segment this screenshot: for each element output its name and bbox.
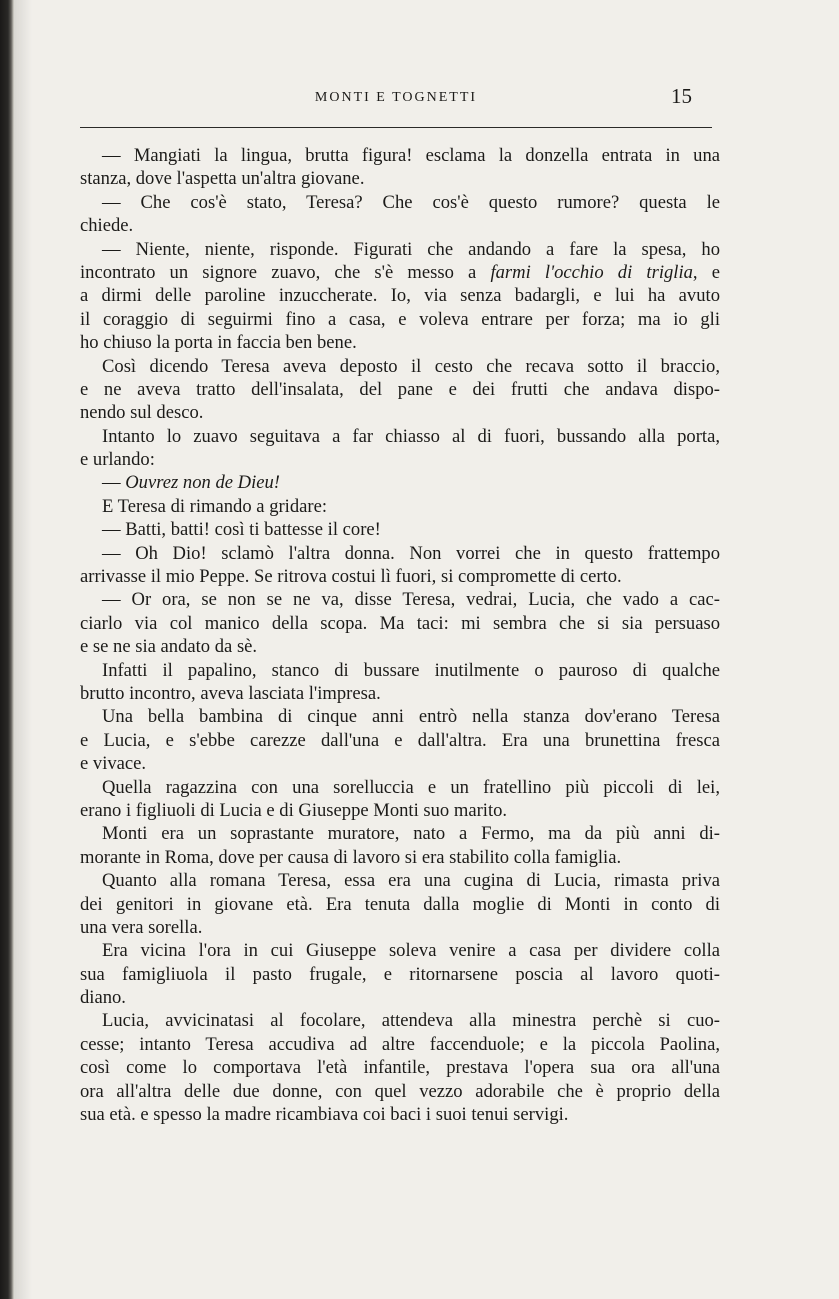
gutter-shadow: [14, 0, 32, 1299]
italic-phrase: farmi l'occhio di triglia: [490, 261, 693, 283]
text-line: cesse; intanto Teresa accudiva ad altre faccenduole; e la piccola Paolina,: [80, 1033, 720, 1055]
text-line: dei genitori in giovane età. Era tenuta dalla moglie di Monti in conto di: [80, 893, 720, 915]
text-line: e vivace.: [80, 753, 147, 775]
text-line: erano i figliuoli di Lucia e di Giuseppe Monti suo marito.: [80, 799, 508, 821]
text-line: Intanto lo zuavo seguitava a far chiasso al di fuori, bussando alla porta,: [102, 425, 720, 447]
page-header: [80, 84, 712, 112]
text-line: stanza, dove l'aspetta un'altra giovane.: [80, 168, 365, 190]
text-line: ciarlo via col manico della scopa. Ma taci: mi sembra che si sia persuaso: [80, 612, 720, 634]
text-line: e Lucia, e s'ebbe carezze dall'una e dall'altra. Era una brunettina fresca: [80, 729, 720, 751]
text-line: Monti era un soprastante muratore, nato a Fermo, ma da più anni di-: [102, 823, 720, 845]
text-line: — Che cos'è stato, Teresa? Che cos'è questo rumore? questa le: [102, 191, 720, 213]
text-line: — Ouvrez non de Dieu!: [102, 472, 280, 494]
text-line: e se ne sia andato da sè.: [80, 636, 258, 658]
text-line: Lucia, avvicinatasi al focolare, attendeva alla minestra perchè si cuo-: [102, 1010, 720, 1032]
text-line: — Or ora, se non se ne va, disse Teresa, vedrai, Lucia, che vado a cac-: [102, 589, 720, 611]
text-line: diano.: [80, 987, 126, 1009]
text-line: — Niente, niente, risponde. Figurati che andando a fare la spesa, ho: [102, 238, 720, 260]
text-line: a dirmi delle paroline inzuccherate. Io, via senza badargli, e lui ha avuto: [80, 285, 720, 307]
text-line: — Oh Dio! sclamò l'altra donna. Non vorrei che in questo frattempo: [102, 542, 720, 564]
running-title: MONTI E TOGNETTI: [314, 90, 478, 105]
text-line: ora all'altra delle due donne, con quel vezzo adorabile che è proprio della: [80, 1080, 720, 1102]
header-rule: [80, 127, 712, 128]
text-line: — Batti, batti! così ti battesse il core!: [102, 519, 381, 541]
text-line: brutto incontro, aveva lasciata l'impresa.: [80, 682, 381, 704]
text-line: così come lo comportava l'età infantile, prestava l'opera sua ora all'una: [80, 1057, 720, 1079]
page-number: 15: [671, 84, 692, 108]
text-line: una vera sorella.: [80, 916, 203, 938]
text-line: morante in Roma, dove per causa di lavoro si era stabilito colla famiglia.: [80, 846, 622, 868]
text-line: arrivasse il mio Peppe. Se ritrova costui lì fuori, si compromette di certo.: [80, 566, 622, 588]
text-line: Era vicina l'ora in cui Giuseppe soleva venire a casa per dividere colla: [102, 940, 720, 962]
text-line: incontrato un signore zuavo, che s'è messo a farmi l'occhio di triglia, e: [80, 261, 720, 283]
text-line: Quella ragazzina con una sorelluccia e un fratellino più piccoli di lei,: [102, 776, 720, 798]
text-line: — Mangiati la lingua, brutta figura! esclama la donzella entrata in una: [102, 145, 720, 166]
text-line: il coraggio di seguirmi fino a casa, e voleva entrare per forza; ma io gli: [80, 308, 720, 330]
text-line: e ne aveva tratto dell'insalata, del pane e dei frutti che andava dispo-: [80, 378, 720, 400]
text-line: Infatti il papalino, stanco di bussare inutilmente o pauroso di qualche: [102, 659, 720, 681]
text-line: sua età. e spesso la madre ricambiava coi baci i suoi tenui servigi.: [80, 1104, 569, 1126]
text-line: e urlando:: [80, 449, 155, 471]
text-line: sua famigliuola il pasto frugale, e ritornarsene poscia al lavoro quoti-: [80, 963, 720, 985]
text-line: chiede.: [80, 215, 134, 237]
italic-phrase: Ouvrez non de Dieu!: [125, 472, 280, 494]
text-line: ho chiuso la porta in faccia ben bene.: [80, 332, 357, 354]
body-text: [80, 144, 720, 1126]
text-line: Quanto alla romana Teresa, essa era una cugina di Lucia, rimasta priva: [102, 870, 720, 892]
text-line: nendo sul desco.: [80, 402, 204, 424]
text-line: Una bella bambina di cinque anni entrò nella stanza dov'erano Teresa: [102, 706, 720, 728]
book-binding-edge: [0, 0, 14, 1299]
text-line: Così dicendo Teresa aveva deposto il cesto che recava sotto il braccio,: [102, 355, 720, 377]
text-line: E Teresa di rimando a gridare:: [102, 495, 328, 517]
